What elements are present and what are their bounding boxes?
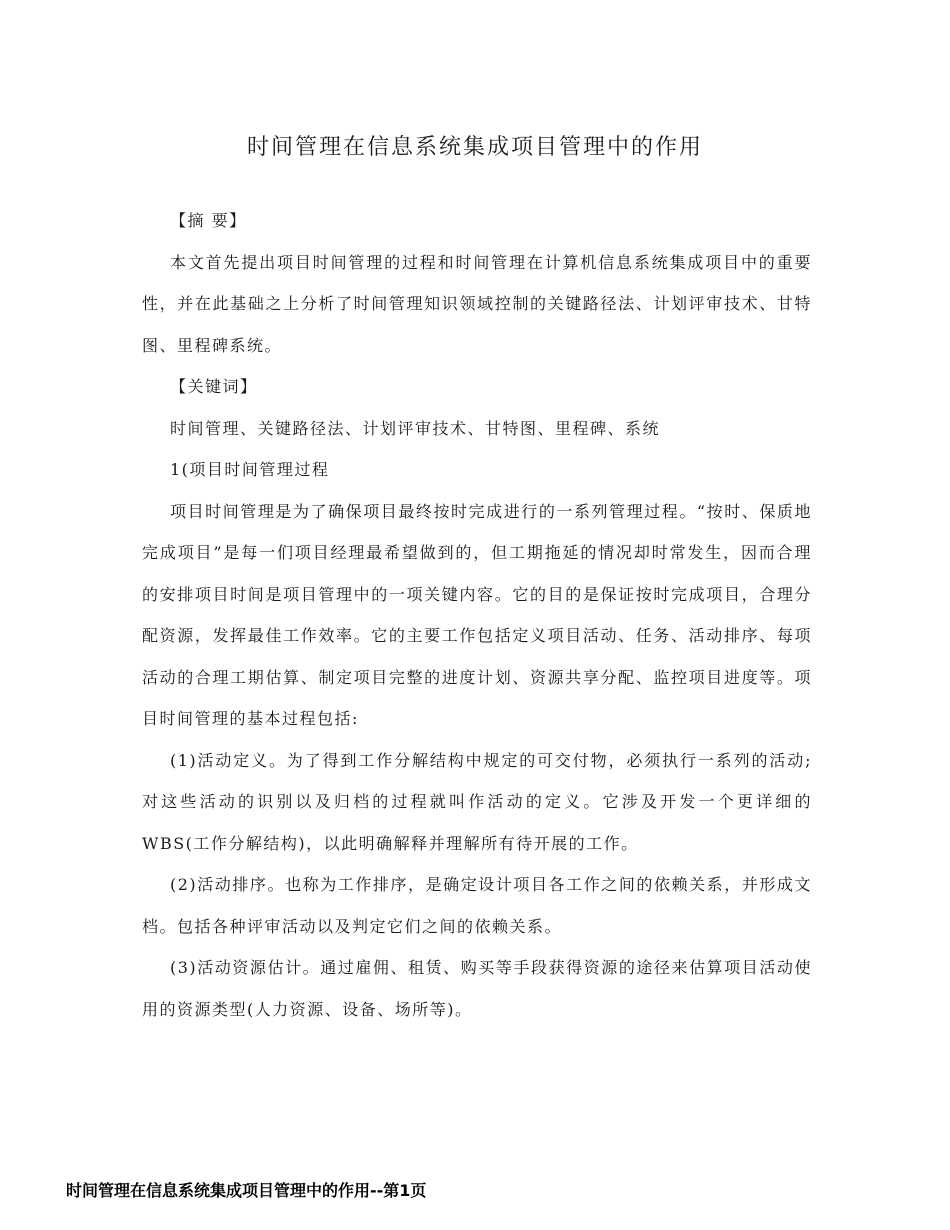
list-item-activity-sequencing: (2)活动排序。也称为工作排序，是确定设计项目各工作之间的依赖关系，并形成文档。包括各种评审活动以及判定它们之间的依赖关系。 xyxy=(142,875,812,936)
abstract-text: 本文首先提出项目时间管理的过程和时间管理在计算机信息系统集成项目中的重要性，并在此基础之上分析了时间管理知识领域控制的关键路径法、计划评审技术、甘特图、里程碑系统。 xyxy=(142,252,812,355)
keywords-text: 时间管理、关键路径法、计划评审技术、甘特图、里程碑、系统 xyxy=(170,418,661,438)
document-body xyxy=(142,200,812,1030)
section-heading: 1(项目时间管理过程 xyxy=(170,460,330,479)
list-item-resource-estimation: (3)活动资源估计。通过雇佣、租赁、购买等手段获得资源的途径来估算项目活动使用的资源类型(人力资源、设备、场所等)。 xyxy=(142,958,812,1019)
section-paragraph: 项目时间管理是为了确保项目最终按时完成进行的一系列管理过程。“按时、保质地完成项目”是每一们项目经理最希望做到的，但工期拖延的情况却时常发生，因而合理的安排项目时间是项目管理中的一项关键内容。它的目的是保证按时完成项目，合理分配资源，发挥最佳工作效率。它的主要工作包括定义项目活动、任务、活动排序、每项活动的合理工期估算、制定项目完整的进度计划、资源共享分配、监控项目进度等。项目时间管理的基本过程包括: xyxy=(142,501,812,728)
document-title: 时间管理在信息系统集成项目管理中的作用 xyxy=(246,135,703,160)
keywords-heading: 【关键词】 xyxy=(170,377,258,396)
abstract-heading: 【摘 要】 xyxy=(170,211,247,230)
list-item-activity-definition: (1)活动定义。为了得到工作分解结构中规定的可交付物，必须执行一系列的活动;对这些活动的识别以及归档的过程就叫作活动的定义。它涉及开发一个更详细的WBS(工作分解结构)，以此明确解释并理解所有待开展的工作。 xyxy=(142,750,812,853)
page-footer: 时间管理在信息系统集成项目管理中的作用--第1页 xyxy=(66,1181,427,1200)
